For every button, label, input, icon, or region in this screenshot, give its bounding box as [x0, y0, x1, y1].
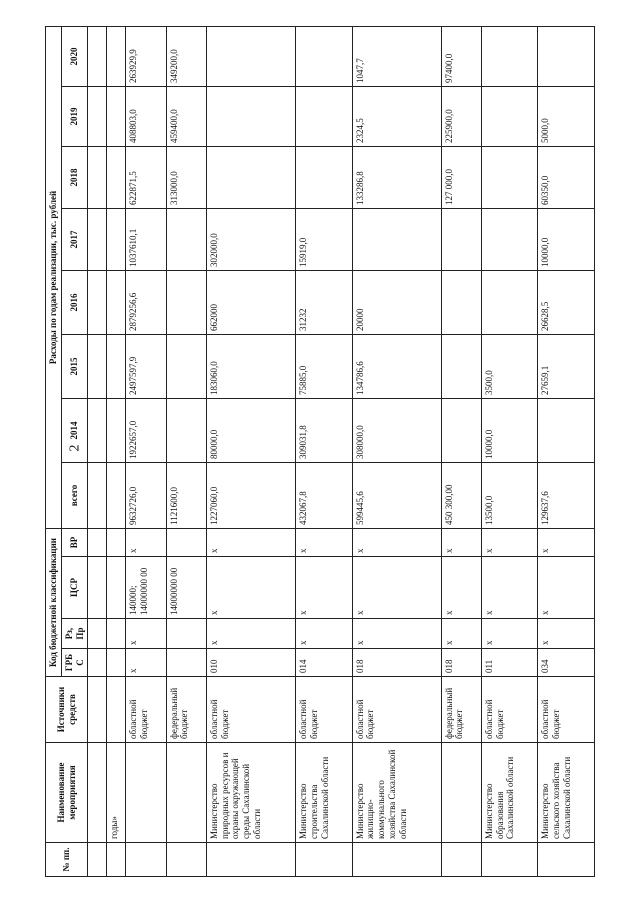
cell-value: 129637,6 — [538, 462, 595, 528]
cell-code: 140000; 14000000 00 — [126, 557, 166, 619]
cell-value — [107, 462, 126, 528]
cell-funding-source: федеральный бюджет — [166, 677, 206, 743]
cell-funding-source: областной бюджет — [352, 677, 441, 743]
table-body — [88, 26, 595, 876]
header-code-3: ВР — [61, 528, 88, 556]
header-expense-group: Расходы по годам реализации, тыс. рублей — [46, 26, 62, 528]
table-row — [481, 26, 538, 876]
cell-value — [166, 208, 206, 270]
cell-number — [441, 843, 481, 877]
cell-value — [88, 86, 107, 146]
cell-number — [352, 843, 441, 877]
cell-value — [441, 398, 481, 462]
cell-value: 15919,0 — [295, 208, 352, 270]
header-year-3: 2016 — [61, 270, 88, 334]
cell-value — [107, 398, 126, 462]
cell-funding-source: областной бюджет — [126, 677, 166, 743]
cell-value: 5000,0 — [538, 86, 595, 146]
cell-value — [107, 26, 126, 86]
cell-value: 2879256,6 — [126, 270, 166, 334]
cell-code: 034 — [538, 649, 595, 677]
cell-funding-source — [88, 677, 107, 743]
cell-code: x — [352, 528, 441, 556]
cell-value — [295, 146, 352, 208]
cell-value — [352, 208, 441, 270]
cell-value: 27659,1 — [538, 334, 595, 398]
cell-value: 1227060,0 — [206, 462, 295, 528]
cell-code: x — [481, 619, 538, 649]
cell-number — [538, 843, 595, 877]
cell-value — [88, 270, 107, 334]
cell-value: 263929,9 — [126, 26, 166, 86]
cell-activity-name — [441, 743, 481, 843]
table-row — [88, 26, 107, 876]
cell-value: 133286,8 — [352, 146, 441, 208]
cell-value — [538, 398, 595, 462]
cell-value: 97400,0 — [441, 26, 481, 86]
cell-code — [88, 528, 107, 556]
cell-value — [481, 146, 538, 208]
cell-code: x — [538, 528, 595, 556]
cell-code — [107, 619, 126, 649]
cell-code: x — [538, 619, 595, 649]
cell-funding-source: федеральный бюджет — [441, 677, 481, 743]
table-row — [206, 26, 295, 876]
cell-activity-name: Министерство образования Сахалинской области — [481, 743, 538, 843]
cell-number — [88, 843, 107, 877]
cell-value: 1121600,0 — [166, 462, 206, 528]
cell-code: x — [481, 557, 538, 619]
table-row — [126, 26, 166, 876]
cell-code: x — [441, 557, 481, 619]
cell-value — [295, 26, 352, 86]
budget-table — [45, 26, 595, 877]
cell-code: x — [126, 619, 166, 649]
cell-code: x — [441, 619, 481, 649]
cell-value: 408803,0 — [126, 86, 166, 146]
cell-value: 13500,0 — [481, 462, 538, 528]
header-number: № пп. — [46, 843, 88, 877]
cell-number — [166, 843, 206, 877]
cell-value: 20000 — [352, 270, 441, 334]
cell-value: 60350,0 — [538, 146, 595, 208]
cell-value: 9632726,0 — [126, 462, 166, 528]
cell-value — [88, 146, 107, 208]
cell-code — [107, 649, 126, 677]
cell-value: 1037610,1 — [126, 208, 166, 270]
header-year-7: 2020 — [61, 26, 88, 86]
cell-value — [481, 208, 538, 270]
cell-value: 10000,0 — [538, 208, 595, 270]
cell-value: 622871,5 — [126, 146, 166, 208]
header-year-2: 2015 — [61, 334, 88, 398]
cell-value — [481, 86, 538, 146]
cell-activity-name: Министерство строительства Сахалинской области — [295, 743, 352, 843]
cell-funding-source: областной бюджет — [538, 677, 595, 743]
cell-value: 183060,0 — [206, 334, 295, 398]
cell-value — [107, 146, 126, 208]
cell-code — [88, 649, 107, 677]
cell-code: x — [352, 557, 441, 619]
cell-value — [107, 270, 126, 334]
cell-value: 31232 — [295, 270, 352, 334]
cell-code: x — [126, 649, 166, 677]
cell-value — [441, 270, 481, 334]
table-row — [295, 26, 352, 876]
cell-value — [88, 26, 107, 86]
cell-value — [107, 208, 126, 270]
cell-number — [107, 843, 126, 877]
cell-code — [107, 528, 126, 556]
header-year-5: 2018 — [61, 146, 88, 208]
page-number: 2 — [67, 444, 83, 452]
cell-value: 459400,0 — [166, 86, 206, 146]
cell-code — [166, 528, 206, 556]
cell-code: x — [352, 619, 441, 649]
cell-value: 75885,0 — [295, 334, 352, 398]
cell-code: x — [441, 528, 481, 556]
cell-number — [481, 843, 538, 877]
cell-value: 349200,0 — [166, 26, 206, 86]
cell-number — [295, 843, 352, 877]
cell-value: 302000,0 — [206, 208, 295, 270]
cell-value: 450 300,00 — [441, 462, 481, 528]
table-row — [538, 26, 595, 876]
cell-code: x — [206, 557, 295, 619]
header-code-2: ЦСР — [61, 557, 88, 619]
cell-funding-source — [107, 677, 126, 743]
cell-value — [88, 334, 107, 398]
header-year-1: 2014 — [61, 398, 88, 462]
cell-value: 1047,7 — [352, 26, 441, 86]
cell-code: x — [206, 528, 295, 556]
cell-funding-source: областной бюджет — [295, 677, 352, 743]
cell-code — [107, 557, 126, 619]
cell-value: 225900,0 — [441, 86, 481, 146]
cell-activity-name: Министерство жилищно-коммунального хозяйства Сахалинской области — [352, 743, 441, 843]
cell-value: 3500,0 — [481, 334, 538, 398]
cell-activity-name — [88, 743, 107, 843]
cell-value — [88, 208, 107, 270]
cell-value: 662000 — [206, 270, 295, 334]
cell-activity-name — [126, 743, 166, 843]
cell-value: 1922657,0 — [126, 398, 166, 462]
cell-code: x — [295, 528, 352, 556]
table-row — [441, 26, 481, 876]
cell-code — [88, 557, 107, 619]
cell-value: 308000,0 — [352, 398, 441, 462]
cell-value — [441, 334, 481, 398]
cell-value — [107, 86, 126, 146]
table-row — [107, 26, 126, 876]
cell-activity-name: Министерство природных ресурсов и охраны окружающей среды Сахалинской области — [206, 743, 295, 843]
cell-code: 014 — [295, 649, 352, 677]
cell-code: x — [206, 619, 295, 649]
header-name: Наименование мероприятия — [46, 743, 88, 843]
header-code-1: Рз, Пр — [61, 619, 88, 649]
cell-code — [166, 649, 206, 677]
cell-activity-name — [166, 743, 206, 843]
cell-value — [206, 26, 295, 86]
cell-value — [166, 334, 206, 398]
cell-value — [88, 462, 107, 528]
cell-value: 2324,5 — [352, 86, 441, 146]
cell-value: 313000,0 — [166, 146, 206, 208]
cell-value — [481, 26, 538, 86]
header-year-6: 2019 — [61, 86, 88, 146]
cell-value: 432067,8 — [295, 462, 352, 528]
cell-value: 127 000,0 — [441, 146, 481, 208]
header-source: Источники средств — [46, 677, 88, 743]
header-code-0: ГРБ С — [61, 649, 88, 677]
cell-code — [166, 619, 206, 649]
cell-value — [206, 146, 295, 208]
table-row — [352, 26, 441, 876]
cell-code: 010 — [206, 649, 295, 677]
cell-code: x — [295, 619, 352, 649]
cell-value: 80000,0 — [206, 398, 295, 462]
cell-value — [441, 208, 481, 270]
cell-code: x — [481, 528, 538, 556]
cell-code: 14000000 00 — [166, 557, 206, 619]
cell-value — [88, 398, 107, 462]
cell-code: x — [295, 557, 352, 619]
header-code-group: Код бюджетной классификации — [46, 528, 62, 676]
cell-value — [481, 270, 538, 334]
cell-code: x — [538, 557, 595, 619]
cell-activity-name: Министерство сельского хозяйства Сахалинской области — [538, 743, 595, 843]
cell-code: 018 — [441, 649, 481, 677]
cell-value: 26628,5 — [538, 270, 595, 334]
cell-value: 2497597,9 — [126, 334, 166, 398]
cell-value — [538, 26, 595, 86]
cell-funding-source: областной бюджет — [206, 677, 295, 743]
cell-value — [166, 398, 206, 462]
cell-activity-name: годы» — [107, 743, 126, 843]
cell-value — [166, 270, 206, 334]
header-year-4: 2017 — [61, 208, 88, 270]
cell-code: 018 — [352, 649, 441, 677]
cell-value: 10000,0 — [481, 398, 538, 462]
cell-number — [206, 843, 295, 877]
cell-value — [107, 334, 126, 398]
cell-number — [126, 843, 166, 877]
cell-value: 134786,6 — [352, 334, 441, 398]
header-year-0: всего — [61, 462, 88, 528]
cell-funding-source: областной бюджет — [481, 677, 538, 743]
cell-code — [88, 619, 107, 649]
budget-table-container — [45, 27, 595, 877]
cell-value: 599445,6 — [352, 462, 441, 528]
cell-code: x — [126, 528, 166, 556]
cell-value — [206, 86, 295, 146]
cell-code: 011 — [481, 649, 538, 677]
cell-value: 309031,8 — [295, 398, 352, 462]
table-row — [166, 26, 206, 876]
cell-value — [295, 86, 352, 146]
